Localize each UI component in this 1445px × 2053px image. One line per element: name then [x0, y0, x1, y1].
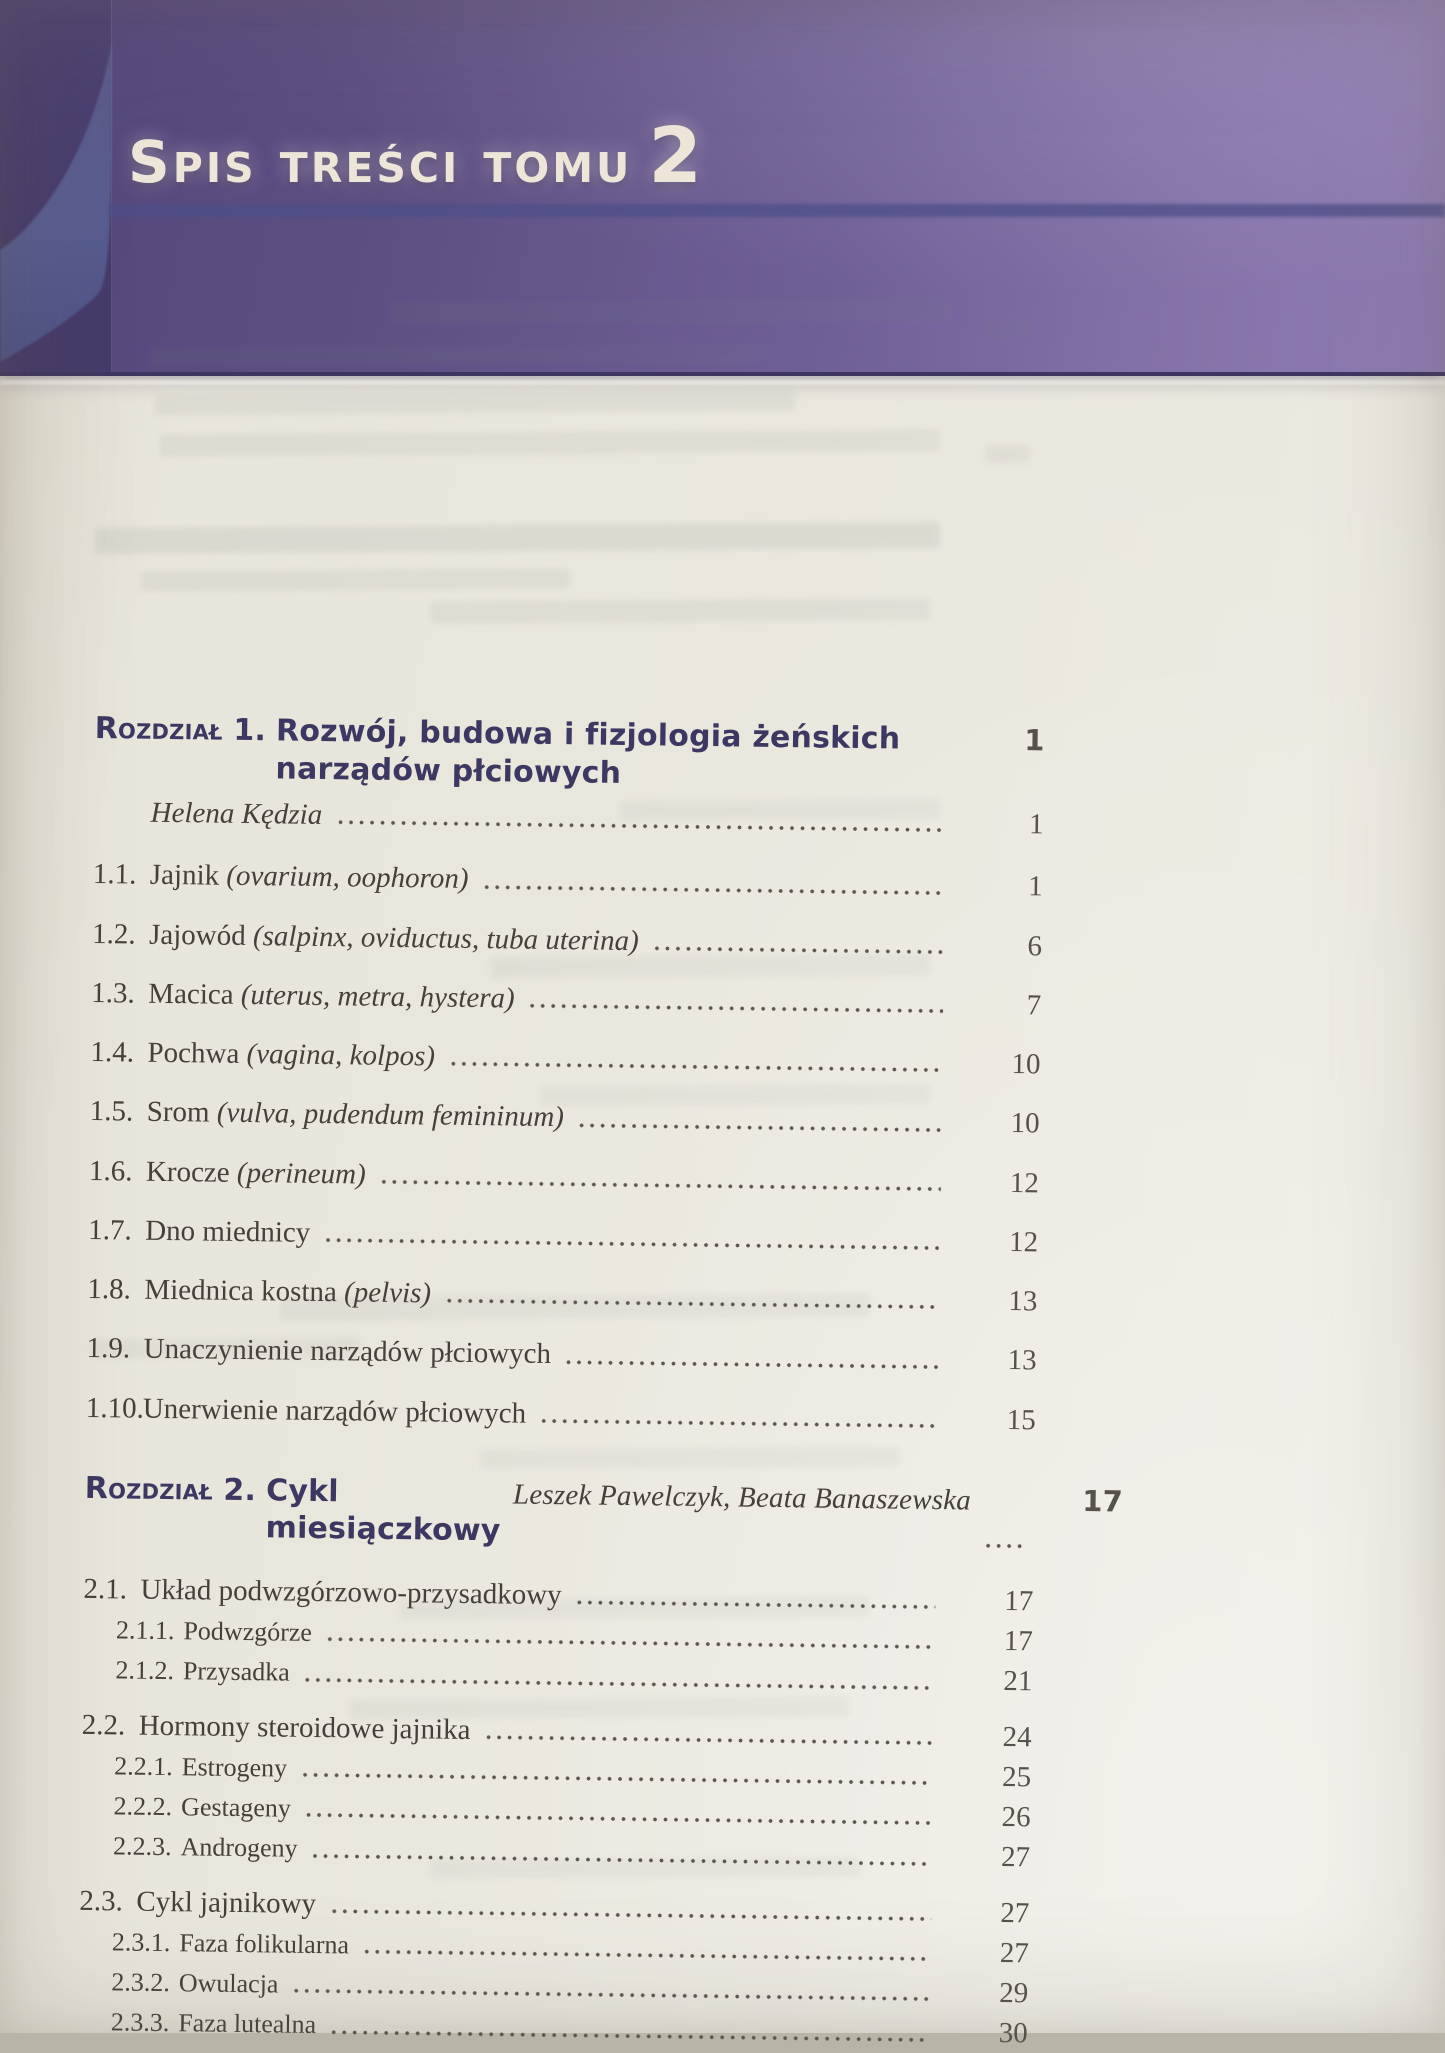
page-title-text: Spis treści tomu — [128, 128, 633, 196]
page-title — [128, 112, 702, 201]
entry-title-group — [144, 1272, 431, 1312]
entry-title: Estrogeny — [181, 1751, 288, 1783]
chapter-label: Rozdział 2. — [84, 1470, 257, 1508]
dotted-leader — [326, 1635, 935, 1651]
entry-latin: (salpinx, oviductus, tuba uterina) — [245, 919, 639, 957]
entry-number: 1.3. — [91, 976, 136, 1010]
entry-page: 29 — [999, 1976, 1029, 2010]
entry-latin: (uterus, metra, hystera) — [233, 978, 515, 1015]
entry-title-group — [179, 1967, 279, 2001]
bleedthrough-smudge — [155, 390, 795, 415]
toc-entry — [78, 2003, 1028, 2052]
entry-title: Gestageny — [180, 1792, 292, 1823]
entry-latin: (vulva, pudendum femininum) — [209, 1096, 565, 1134]
entry-number: 2.2. — [81, 1708, 126, 1741]
entry-title: Unaczynienie narządów płciowych — [143, 1332, 552, 1371]
entry-title-group — [146, 1153, 366, 1192]
entry-page: 17 — [1004, 1584, 1034, 1618]
toc-entry — [93, 856, 1043, 905]
dotted-leader — [445, 1297, 939, 1311]
entry-number: 2.3.1. — [111, 1927, 171, 1957]
entry-title-group — [149, 916, 639, 959]
band-paper-edge — [0, 380, 1445, 385]
toc-entry — [90, 1034, 1040, 1083]
entry-title: Srom — [146, 1095, 210, 1129]
entry-title-group — [179, 1927, 349, 1962]
chapter-page: 1 — [1024, 723, 1045, 758]
entry-title: Macica — [148, 977, 234, 1011]
entry-title-group — [143, 1390, 527, 1431]
entry-title: Owulacja — [178, 1968, 279, 1999]
swoosh-graphic — [0, 22, 132, 378]
bleedthrough-smudge — [140, 568, 570, 591]
entry-title: Miednica kostna — [144, 1273, 338, 1309]
entry-title: Androgeny — [180, 1832, 298, 1863]
entry-page: 27 — [1000, 1841, 1031, 1874]
entry-title: Jajnik — [149, 858, 220, 892]
entry-number: 1.1. — [92, 858, 137, 891]
dotted-leader — [305, 1811, 933, 1827]
entry-number: 2.1.2. — [115, 1655, 175, 1686]
entry-number: 1.6. — [88, 1154, 133, 1188]
entry-page: 6 — [1027, 929, 1043, 962]
entry-title-group — [148, 975, 515, 1016]
chapter-authors: Leszek Pawelczyk, Beata Banaszewska — [512, 1478, 972, 1517]
dotted-leader — [304, 1675, 935, 1691]
dotted-leader — [301, 1771, 933, 1787]
toc-entry — [87, 1271, 1037, 1320]
entry-title: Przysadka — [182, 1656, 290, 1687]
entry-page: 25 — [1001, 1760, 1032, 1794]
entry-title-group — [178, 2007, 316, 2041]
entry-number: 1.4. — [90, 1035, 135, 1069]
entry-title-group — [147, 1094, 565, 1136]
toc-entry — [82, 1651, 1032, 1700]
toc — [78, 710, 1124, 2052]
bleedthrough-smudge — [430, 598, 930, 623]
chapter-authors: Helena Kędzia — [150, 796, 323, 831]
toc-entry — [80, 1827, 1030, 1876]
entry-title-group — [138, 1707, 470, 1748]
entry-latin: (perineum) — [229, 1156, 366, 1191]
dotted-leader — [576, 1598, 936, 1611]
dotted-leader — [311, 1851, 932, 1867]
toc-entry — [86, 1389, 1036, 1438]
bleedthrough-smudge — [390, 298, 950, 326]
entry-list — [86, 856, 1043, 1438]
entry-title-group — [147, 1035, 435, 1075]
entry-number: 1.10. — [85, 1391, 145, 1425]
dotted-leader — [380, 1178, 941, 1193]
toc-entry — [86, 1330, 1036, 1379]
dotted-leader — [578, 1121, 942, 1134]
entry-title: Faza folikularna — [179, 1927, 350, 1960]
entry-number: 2.2.2. — [113, 1791, 173, 1822]
entry-latin: (ovarium, oophoron) — [218, 859, 469, 896]
entry-number: 2.3.3. — [110, 2007, 170, 2038]
entry-number: 2.2.1. — [113, 1751, 173, 1781]
toc-entry — [89, 1152, 1039, 1201]
entry-number: 2.3. — [79, 1884, 124, 1917]
entry-number: 2.3.2. — [111, 1967, 171, 1998]
entry-page: 27 — [1000, 1896, 1030, 1929]
entry-number: 1.5. — [89, 1095, 134, 1128]
entry-list — [78, 1571, 1034, 2052]
entry-title-group — [181, 1751, 287, 1785]
dotted-leader — [324, 1236, 940, 1252]
chapter-label: Rozdział 1. — [94, 710, 267, 749]
entry-page: 30 — [998, 2017, 1028, 2050]
dotted-leader — [529, 1002, 944, 1015]
entry-page: 7 — [1026, 988, 1042, 1022]
entry-page: 10 — [1011, 1048, 1041, 1081]
toc-entry — [90, 1093, 1040, 1142]
entry-page: 13 — [1008, 1285, 1038, 1318]
entry-title-group — [145, 1212, 311, 1250]
dotted-leader — [540, 1417, 938, 1430]
entry-title: Układ podwzgórzowo-przysadkowy — [140, 1573, 562, 1611]
dotted-leader — [449, 1060, 943, 1074]
entry-number: 1.2. — [91, 917, 136, 951]
entry-title: Podwzgórze — [183, 1616, 313, 1647]
entry-page: 12 — [1009, 1166, 1040, 1199]
entry-title: Hormony steroidowe jajnika — [138, 1709, 471, 1746]
entry-number: 1.7. — [87, 1213, 132, 1247]
entry-number: 2.1.1. — [115, 1615, 175, 1646]
chapter-authors-line — [93, 794, 1043, 843]
chapter-page: 1 — [1028, 808, 1044, 841]
chapter-title: Rozwój, budowa i fizjologia żeńskich narządów płciowych — [275, 713, 901, 791]
toc-entry — [91, 975, 1041, 1024]
entry-number: 1.9. — [86, 1332, 131, 1365]
toc-chapter — [86, 710, 1045, 1438]
dotted-leader — [330, 1907, 931, 1923]
entry-title: Dno miednicy — [144, 1214, 311, 1249]
header-accent-line — [108, 204, 1445, 217]
entry-title: Pochwa — [147, 1036, 240, 1070]
entry-latin: (vagina, kolpos) — [239, 1037, 436, 1073]
entry-title: Faza lutealna — [178, 2008, 317, 2040]
entry-title-group — [181, 1791, 291, 1825]
dotted-leader — [292, 1987, 930, 2003]
toc-entry — [92, 915, 1042, 964]
entry-title: Krocze — [145, 1155, 230, 1189]
entry-page: 24 — [1002, 1720, 1032, 1753]
page-title-volume-number: 2 — [648, 112, 702, 201]
entry-title-group — [180, 1831, 297, 1865]
entry-title-group — [140, 1571, 562, 1613]
chapter-heading — [94, 710, 1045, 797]
dotted-leader — [482, 883, 944, 897]
entry-page: 17 — [1003, 1624, 1034, 1658]
chapter-title: Cykl miesiączkowy — [265, 1473, 501, 1549]
entry-page: 21 — [1003, 1665, 1033, 1698]
bleedthrough-smudge — [985, 320, 1030, 338]
entry-page: 1 — [1028, 870, 1043, 903]
chapter-page: 17 — [1082, 1483, 1124, 1519]
dotted-leader — [330, 2028, 930, 2044]
dotted-leader — [565, 1358, 939, 1371]
entry-title: Jajowód — [148, 918, 246, 952]
entry-title: Unerwienie narządów płciowych — [142, 1392, 527, 1430]
entry-page: 26 — [1001, 1800, 1031, 1834]
entry-number: 2.1. — [83, 1572, 128, 1606]
entry-number: 1.8. — [87, 1272, 132, 1306]
entry-title-group — [183, 1655, 290, 1689]
entry-page: 27 — [999, 1936, 1030, 1970]
entry-number: 2.2.3. — [112, 1831, 172, 1862]
entry-page: 12 — [1008, 1225, 1039, 1259]
dotted-leader — [484, 1733, 933, 1747]
entry-title-group — [136, 1883, 316, 1922]
dotted-leader — [336, 818, 945, 834]
entry-title-group — [150, 857, 469, 897]
bleedthrough-smudge — [160, 429, 940, 456]
entry-title-group — [183, 1615, 312, 1649]
dotted-leader — [653, 944, 944, 956]
entry-latin: (pelvis) — [336, 1276, 432, 1310]
entry-title-group — [143, 1331, 551, 1373]
toc-entry — [88, 1212, 1038, 1261]
dotted-leader — [984, 1541, 1024, 1550]
bleedthrough-smudge — [95, 522, 940, 554]
dotted-leader — [363, 1948, 931, 1963]
entry-page: 10 — [1010, 1107, 1040, 1140]
toc-chapter — [78, 1470, 1124, 2052]
bleedthrough-smudge — [985, 445, 1030, 463]
entry-title: Cykl jajnikowy — [136, 1885, 317, 1920]
entry-page: 13 — [1007, 1344, 1037, 1377]
chapter-heading — [84, 1470, 1124, 1557]
entry-page: 15 — [1006, 1403, 1036, 1436]
